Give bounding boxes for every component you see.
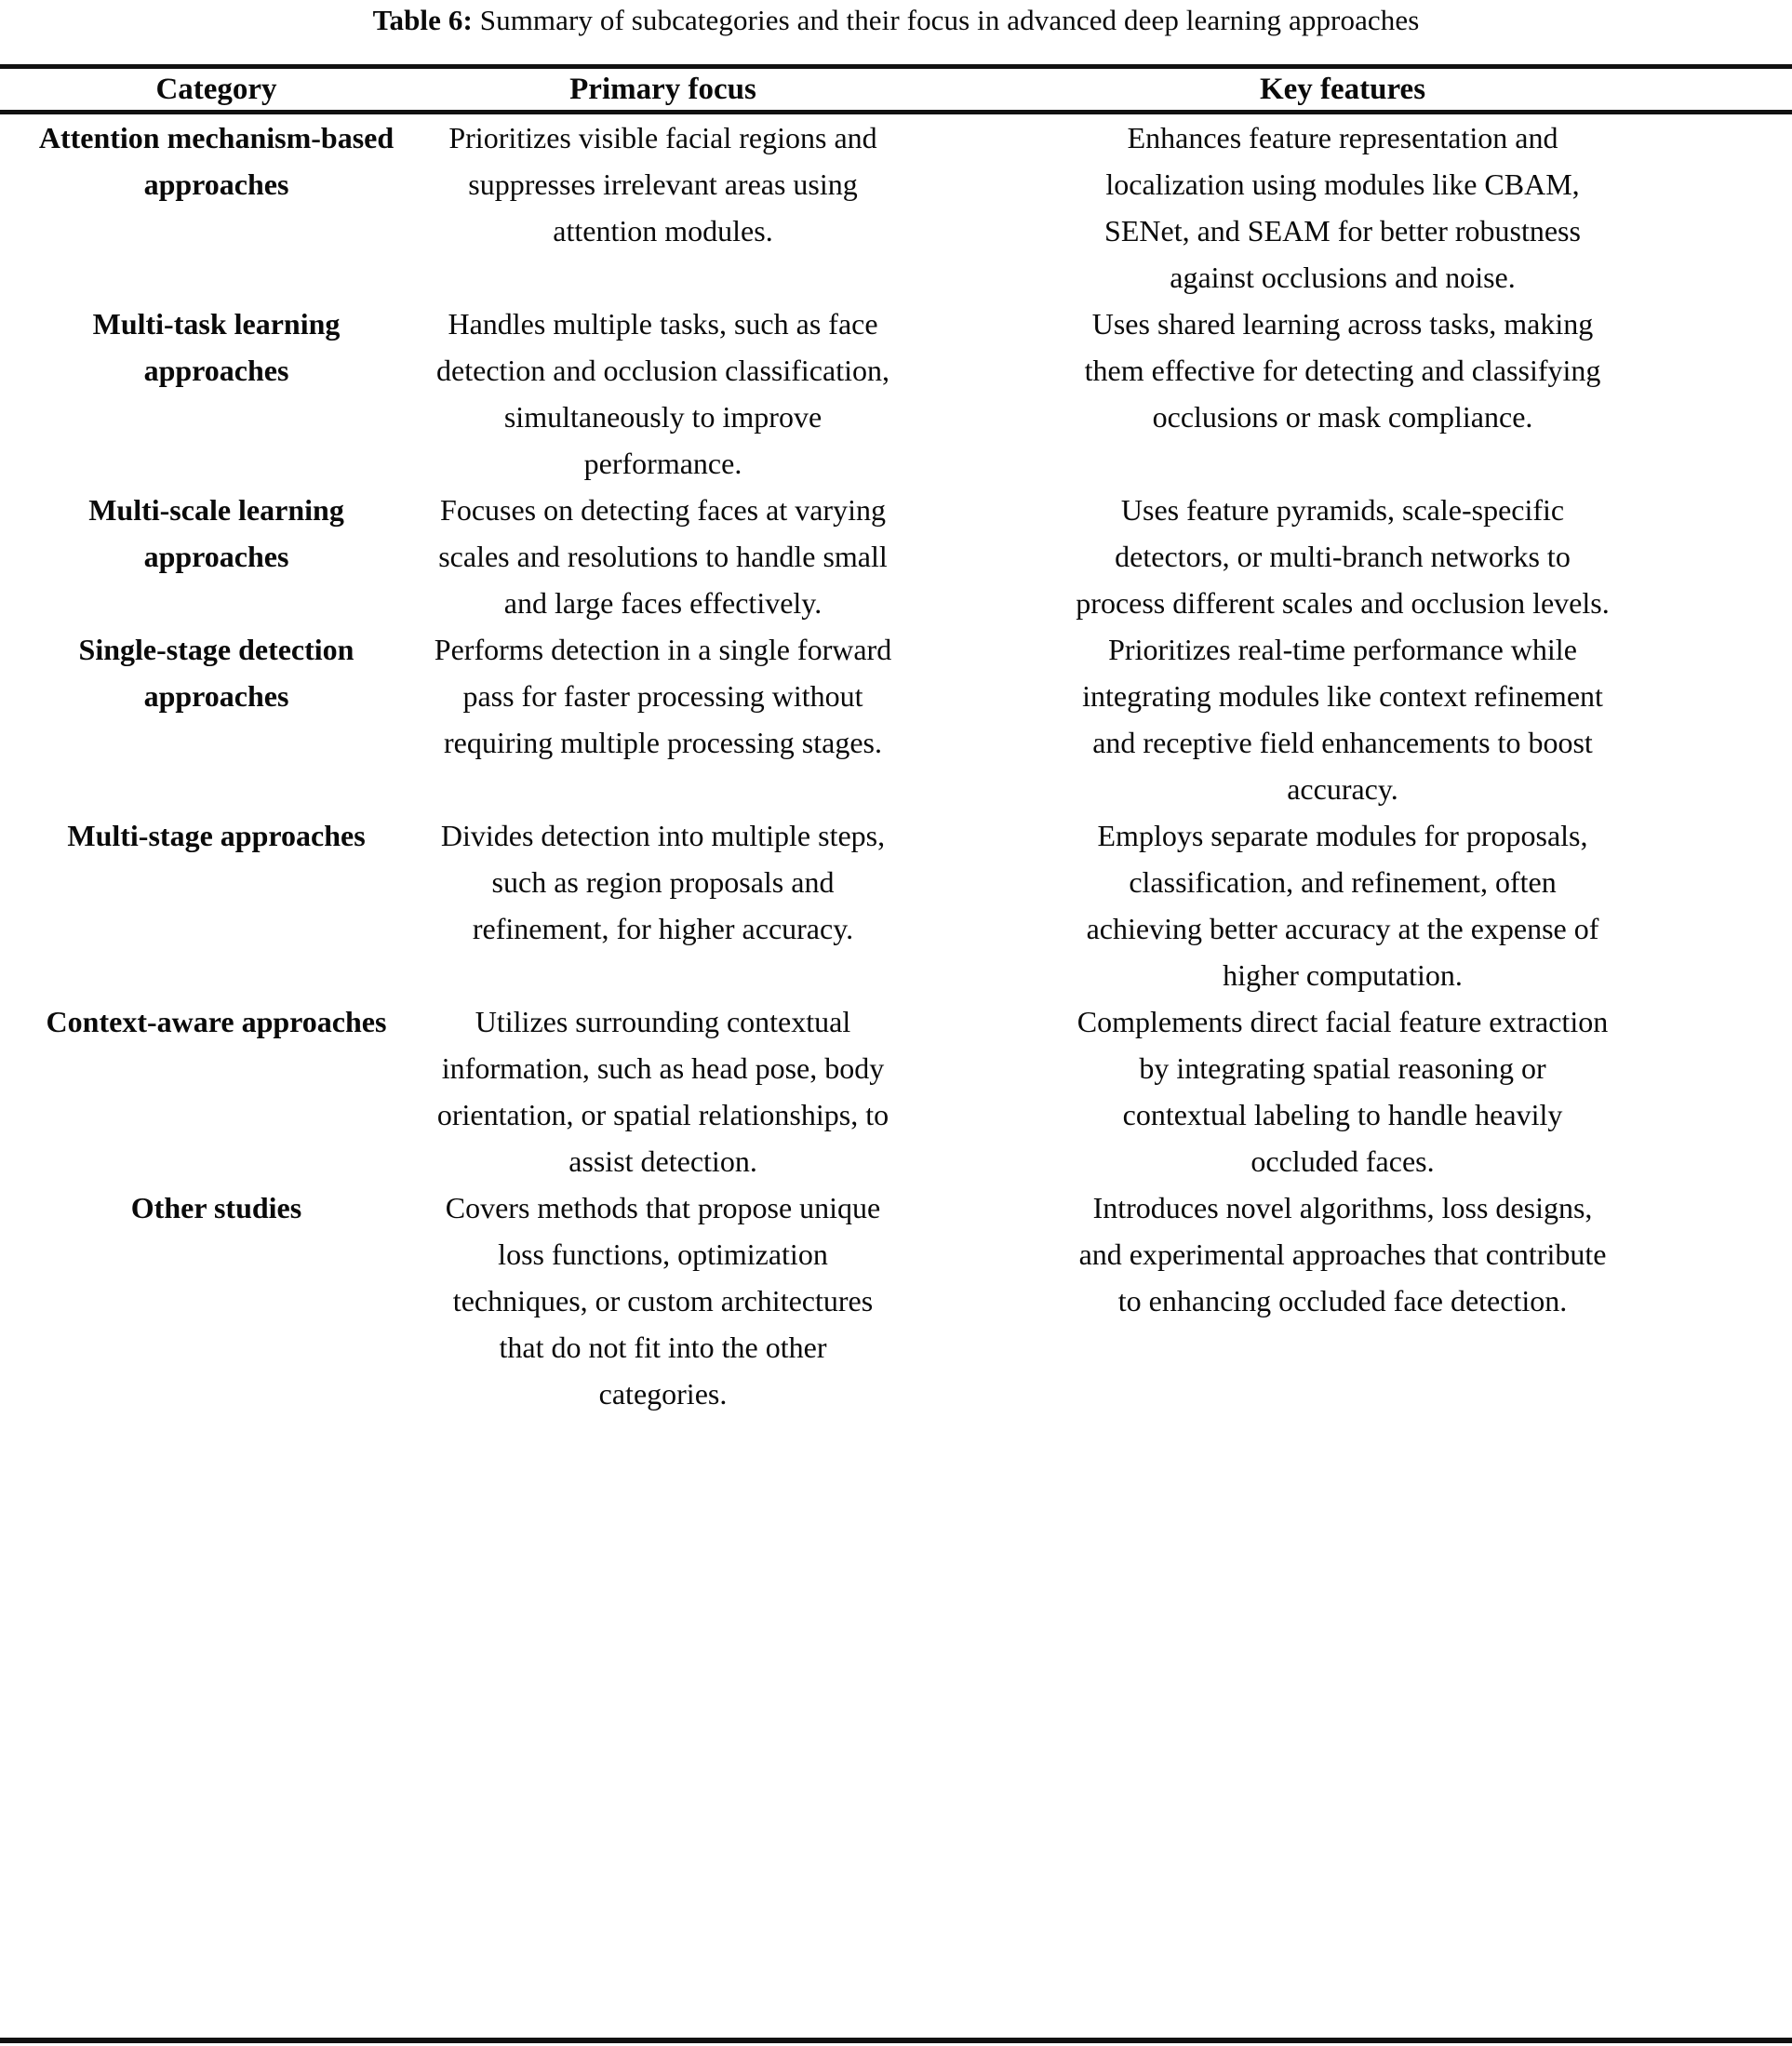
- summary-table: [0, 69, 1792, 110]
- cell-primary-focus: [433, 114, 893, 301]
- table-caption: [0, 0, 1792, 39]
- column-header-primary-focus-label: Primary focus: [569, 73, 756, 106]
- cell-category-text: Multi-stage approaches: [67, 819, 366, 852]
- table-caption-label: Table 6:: [372, 4, 473, 36]
- cell-key-features: [893, 487, 1792, 626]
- cell-primary-focus: [433, 812, 893, 998]
- table-body: [0, 114, 1792, 1417]
- cell-primary-focus-text: Handles multiple tasks, such as face detection and occlusion classification, simultaneously to improve performance.: [436, 307, 889, 480]
- cell-key-features: [893, 301, 1792, 487]
- cell-primary-focus: [433, 998, 893, 1184]
- column-header-primary-focus: [433, 69, 893, 110]
- cell-category: [0, 812, 433, 998]
- cell-key-features: [893, 1184, 1792, 1417]
- cell-primary-focus-text: Divides detection into multiple steps, such as region proposals and refinement, for higher accuracy.: [440, 819, 886, 945]
- cell-primary-focus: [433, 1184, 893, 1417]
- table-bottom-rule: [0, 2038, 1792, 2043]
- table-row: [0, 812, 1792, 998]
- cell-primary-focus: [433, 301, 893, 487]
- table-caption-text: Summary of subcategories and their focus in advanced deep learning approaches: [479, 4, 1420, 36]
- cell-category: [0, 114, 433, 301]
- column-header-key-features: [893, 69, 1792, 110]
- table-row: [0, 487, 1792, 626]
- cell-key-features-text: Prioritizes real-time performance while integrating modules like context refinement and receptive field enhancements to boost accuracy.: [1082, 633, 1603, 806]
- column-header-category-label: Category: [155, 73, 277, 106]
- cell-category: [0, 487, 433, 626]
- table-row: [0, 114, 1792, 301]
- summary-table-body: [0, 114, 1792, 1417]
- cell-key-features: [893, 998, 1792, 1184]
- cell-key-features-text: Complements direct facial feature extraction by integrating spatial reasoning or contextual labeling to handle heavily occluded faces.: [1077, 1005, 1609, 1178]
- cell-category-text: Multi-scale learning approaches: [88, 493, 344, 573]
- cell-primary-focus-text: Covers methods that propose unique loss functions, optimization techniques, or custom architectures that do not fit into the other categories.: [445, 1191, 881, 1411]
- table-header-row: [0, 69, 1792, 110]
- cell-key-features-text: Uses feature pyramids, scale-specific detectors, or multi-branch networks to process different scales and occlusion levels.: [1076, 493, 1610, 620]
- cell-key-features: [893, 626, 1792, 812]
- cell-key-features: [893, 812, 1792, 998]
- table-row: [0, 1184, 1792, 1417]
- table-row: [0, 626, 1792, 812]
- table-row: [0, 998, 1792, 1184]
- table-row: [0, 301, 1792, 487]
- cell-primary-focus: [433, 626, 893, 812]
- cell-key-features: [893, 114, 1792, 301]
- cell-key-features-text: Uses shared learning across tasks, making them effective for detecting and classifying occlusions or mask compliance.: [1084, 307, 1601, 434]
- cell-key-features-text: Employs separate modules for proposals, classification, and refinement, often achieving better accuracy at the expense of higher computation.: [1086, 819, 1599, 992]
- cell-category: [0, 301, 433, 487]
- cell-key-features-text: Enhances feature representation and localization using modules like CBAM, SENet, and SEAM for better robustness against occlusions and noise.: [1104, 121, 1581, 294]
- column-header-key-features-label: Key features: [1259, 73, 1426, 106]
- cell-category: [0, 626, 433, 812]
- cell-category: [0, 1184, 433, 1417]
- cell-primary-focus-text: Prioritizes visible facial regions and suppresses irrelevant areas using attention modules.: [448, 121, 877, 247]
- cell-primary-focus-text: Focuses on detecting faces at varying scales and resolutions to handle small and large faces effectively.: [438, 493, 888, 620]
- cell-primary-focus: [433, 487, 893, 626]
- column-header-category: [0, 69, 433, 110]
- cell-primary-focus-text: Utilizes surrounding contextual information, such as head pose, body orientation, or spatial relationships, to assist detection.: [436, 1005, 889, 1178]
- cell-category-text: Other studies: [130, 1191, 302, 1224]
- cell-key-features-text: Introduces novel algorithms, loss designs, and experimental approaches that contribute to enhancing occluded face detection.: [1078, 1191, 1607, 1317]
- cell-category-text: Multi-task learning approaches: [92, 307, 341, 387]
- cell-primary-focus-text: Performs detection in a single forward pass for faster processing without requiring multiple processing stages.: [434, 633, 892, 759]
- cell-category-text: Single-stage detection approaches: [78, 633, 354, 713]
- cell-category: [0, 998, 433, 1184]
- cell-category-text: Context-aware approaches: [46, 1005, 387, 1038]
- cell-category-text: Attention mechanism-based approaches: [38, 121, 395, 201]
- table-header: [0, 69, 1792, 110]
